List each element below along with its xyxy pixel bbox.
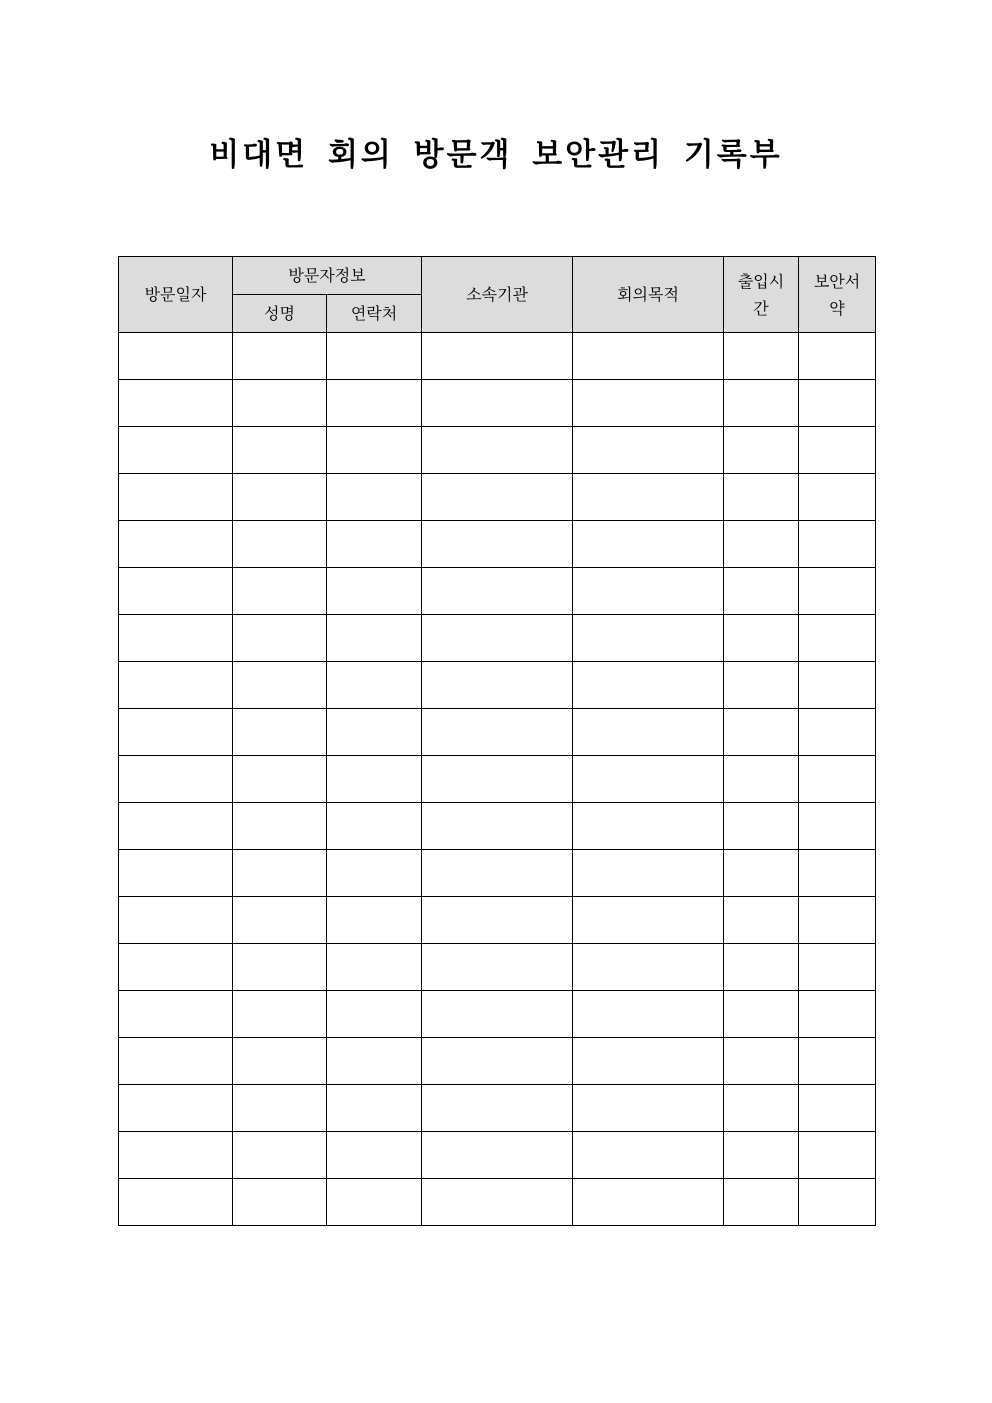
header-contact: 연락처 bbox=[327, 295, 422, 333]
cell-entry-time[interactable] bbox=[724, 380, 799, 427]
cell-affiliation[interactable] bbox=[422, 662, 573, 709]
cell-security-pledge[interactable] bbox=[799, 474, 876, 521]
cell-security-pledge[interactable] bbox=[799, 427, 876, 474]
cell-entry-time[interactable] bbox=[724, 521, 799, 568]
table-row bbox=[119, 1132, 876, 1179]
cell-name[interactable] bbox=[233, 380, 327, 427]
cell-meeting-purpose[interactable] bbox=[573, 474, 724, 521]
cell-entry-time[interactable] bbox=[724, 709, 799, 756]
cell-security-pledge[interactable] bbox=[799, 1085, 876, 1132]
cell-contact[interactable] bbox=[327, 521, 422, 568]
cell-visit-date[interactable] bbox=[119, 1179, 233, 1226]
header-visitor-info: 방문자정보 bbox=[233, 257, 422, 295]
cell-contact[interactable] bbox=[327, 380, 422, 427]
cell-visit-date[interactable] bbox=[119, 850, 233, 897]
cell-visit-date[interactable] bbox=[119, 803, 233, 850]
table-row bbox=[119, 521, 876, 568]
cell-visit-date[interactable] bbox=[119, 568, 233, 615]
cell-security-pledge[interactable] bbox=[799, 944, 876, 991]
cell-name[interactable] bbox=[233, 333, 327, 380]
cell-visit-date[interactable] bbox=[119, 944, 233, 991]
cell-affiliation[interactable] bbox=[422, 1132, 573, 1179]
cell-meeting-purpose[interactable] bbox=[573, 991, 724, 1038]
cell-security-pledge[interactable] bbox=[799, 1132, 876, 1179]
cell-contact[interactable] bbox=[327, 615, 422, 662]
cell-affiliation[interactable] bbox=[422, 521, 573, 568]
cell-entry-time[interactable] bbox=[724, 474, 799, 521]
cell-meeting-purpose[interactable] bbox=[573, 521, 724, 568]
cell-contact[interactable] bbox=[327, 756, 422, 803]
cell-affiliation[interactable] bbox=[422, 944, 573, 991]
cell-affiliation[interactable] bbox=[422, 850, 573, 897]
cell-entry-time[interactable] bbox=[724, 1132, 799, 1179]
table-row bbox=[119, 803, 876, 850]
cell-contact[interactable] bbox=[327, 662, 422, 709]
cell-affiliation[interactable] bbox=[422, 333, 573, 380]
table-row bbox=[119, 427, 876, 474]
cell-name[interactable] bbox=[233, 850, 327, 897]
cell-visit-date[interactable] bbox=[119, 1038, 233, 1085]
cell-name[interactable] bbox=[233, 615, 327, 662]
cell-affiliation[interactable] bbox=[422, 1038, 573, 1085]
table-row bbox=[119, 897, 876, 944]
cell-contact[interactable] bbox=[327, 1179, 422, 1226]
cell-contact[interactable] bbox=[327, 709, 422, 756]
header-name: 성명 bbox=[233, 295, 327, 333]
cell-name[interactable] bbox=[233, 756, 327, 803]
table-row bbox=[119, 568, 876, 615]
cell-affiliation[interactable] bbox=[422, 1179, 573, 1226]
cell-name[interactable] bbox=[233, 803, 327, 850]
cell-contact[interactable] bbox=[327, 1132, 422, 1179]
cell-security-pledge[interactable] bbox=[799, 333, 876, 380]
cell-security-pledge[interactable] bbox=[799, 709, 876, 756]
cell-contact[interactable] bbox=[327, 850, 422, 897]
table-row bbox=[119, 1038, 876, 1085]
cell-security-pledge[interactable] bbox=[799, 615, 876, 662]
cell-security-pledge[interactable] bbox=[799, 662, 876, 709]
cell-visit-date[interactable] bbox=[119, 662, 233, 709]
cell-visit-date[interactable] bbox=[119, 897, 233, 944]
cell-security-pledge[interactable] bbox=[799, 897, 876, 944]
cell-visit-date[interactable] bbox=[119, 1085, 233, 1132]
cell-entry-time[interactable] bbox=[724, 1085, 799, 1132]
table-row bbox=[119, 615, 876, 662]
page-title: 비대면 회의 방문객 보안관리 기록부 bbox=[209, 137, 783, 173]
cell-security-pledge[interactable] bbox=[799, 1179, 876, 1226]
cell-affiliation[interactable] bbox=[422, 709, 573, 756]
table-row bbox=[119, 709, 876, 756]
cell-affiliation[interactable] bbox=[422, 897, 573, 944]
cell-contact[interactable] bbox=[327, 1085, 422, 1132]
cell-meeting-purpose[interactable] bbox=[573, 897, 724, 944]
cell-entry-time[interactable] bbox=[724, 1038, 799, 1085]
cell-affiliation[interactable] bbox=[422, 568, 573, 615]
cell-entry-time[interactable] bbox=[724, 427, 799, 474]
cell-contact[interactable] bbox=[327, 1038, 422, 1085]
header-affiliation: 소속기관 bbox=[422, 257, 573, 333]
cell-security-pledge[interactable] bbox=[799, 803, 876, 850]
cell-affiliation[interactable] bbox=[422, 427, 573, 474]
cell-meeting-purpose[interactable] bbox=[573, 615, 724, 662]
cell-name[interactable] bbox=[233, 427, 327, 474]
cell-affiliation[interactable] bbox=[422, 991, 573, 1038]
cell-contact[interactable] bbox=[327, 803, 422, 850]
cell-entry-time[interactable] bbox=[724, 615, 799, 662]
cell-visit-date[interactable] bbox=[119, 380, 233, 427]
cell-affiliation[interactable] bbox=[422, 615, 573, 662]
cell-meeting-purpose[interactable] bbox=[573, 427, 724, 474]
cell-entry-time[interactable] bbox=[724, 333, 799, 380]
cell-name[interactable] bbox=[233, 1132, 327, 1179]
cell-contact[interactable] bbox=[327, 333, 422, 380]
header-entry-time bbox=[724, 257, 799, 333]
cell-meeting-purpose[interactable] bbox=[573, 1085, 724, 1132]
cell-meeting-purpose[interactable] bbox=[573, 803, 724, 850]
cell-meeting-purpose[interactable] bbox=[573, 1179, 724, 1226]
cell-meeting-purpose[interactable] bbox=[573, 1038, 724, 1085]
cell-name[interactable] bbox=[233, 662, 327, 709]
table-row bbox=[119, 662, 876, 709]
header-security-pledge bbox=[799, 257, 876, 333]
cell-security-pledge[interactable] bbox=[799, 521, 876, 568]
cell-name[interactable] bbox=[233, 1179, 327, 1226]
cell-visit-date[interactable] bbox=[119, 427, 233, 474]
cell-contact[interactable] bbox=[327, 568, 422, 615]
cell-entry-time[interactable] bbox=[724, 756, 799, 803]
cell-name[interactable] bbox=[233, 709, 327, 756]
cell-security-pledge[interactable] bbox=[799, 991, 876, 1038]
cell-visit-date[interactable] bbox=[119, 709, 233, 756]
table-row bbox=[119, 850, 876, 897]
cell-name[interactable] bbox=[233, 521, 327, 568]
table-body bbox=[119, 333, 876, 1226]
cell-visit-date[interactable] bbox=[119, 615, 233, 662]
cell-visit-date[interactable] bbox=[119, 1132, 233, 1179]
table-row bbox=[119, 756, 876, 803]
cell-name[interactable] bbox=[233, 568, 327, 615]
cell-meeting-purpose[interactable] bbox=[573, 662, 724, 709]
cell-name[interactable] bbox=[233, 991, 327, 1038]
cell-security-pledge[interactable] bbox=[799, 1038, 876, 1085]
cell-visit-date[interactable] bbox=[119, 474, 233, 521]
cell-name[interactable] bbox=[233, 474, 327, 521]
cell-entry-time[interactable] bbox=[724, 568, 799, 615]
table-row bbox=[119, 333, 876, 380]
cell-visit-date[interactable] bbox=[119, 521, 233, 568]
visitor-log-table bbox=[118, 256, 876, 1226]
cell-security-pledge[interactable] bbox=[799, 756, 876, 803]
cell-name[interactable] bbox=[233, 944, 327, 991]
cell-entry-time[interactable] bbox=[724, 803, 799, 850]
cell-meeting-purpose[interactable] bbox=[573, 568, 724, 615]
cell-meeting-purpose[interactable] bbox=[573, 709, 724, 756]
cell-contact[interactable] bbox=[327, 474, 422, 521]
cell-visit-date[interactable] bbox=[119, 991, 233, 1038]
cell-security-pledge[interactable] bbox=[799, 850, 876, 897]
cell-entry-time[interactable] bbox=[724, 897, 799, 944]
cell-contact[interactable] bbox=[327, 944, 422, 991]
cell-entry-time[interactable] bbox=[724, 662, 799, 709]
cell-name[interactable] bbox=[233, 1038, 327, 1085]
cell-affiliation[interactable] bbox=[422, 756, 573, 803]
cell-visit-date[interactable] bbox=[119, 333, 233, 380]
cell-meeting-purpose[interactable] bbox=[573, 944, 724, 991]
cell-entry-time[interactable] bbox=[724, 1179, 799, 1226]
cell-name[interactable] bbox=[233, 897, 327, 944]
cell-security-pledge[interactable] bbox=[799, 568, 876, 615]
table-row bbox=[119, 944, 876, 991]
cell-visit-date[interactable] bbox=[119, 756, 233, 803]
cell-entry-time[interactable] bbox=[724, 991, 799, 1038]
cell-contact[interactable] bbox=[327, 427, 422, 474]
cell-affiliation[interactable] bbox=[422, 380, 573, 427]
table-row bbox=[119, 991, 876, 1038]
header-meeting-purpose: 회의목적 bbox=[573, 257, 724, 333]
table-row bbox=[119, 1085, 876, 1132]
table-row bbox=[119, 1179, 876, 1226]
cell-meeting-purpose[interactable] bbox=[573, 756, 724, 803]
cell-security-pledge[interactable] bbox=[799, 380, 876, 427]
cell-entry-time[interactable] bbox=[724, 850, 799, 897]
cell-meeting-purpose[interactable] bbox=[573, 380, 724, 427]
header-entry-time-label: 출입시간 bbox=[737, 271, 785, 318]
cell-meeting-purpose[interactable] bbox=[573, 1132, 724, 1179]
cell-name[interactable] bbox=[233, 1085, 327, 1132]
table-row bbox=[119, 474, 876, 521]
header-security-pledge-label: 보안서약 bbox=[813, 271, 861, 318]
cell-contact[interactable] bbox=[327, 991, 422, 1038]
cell-contact[interactable] bbox=[327, 897, 422, 944]
cell-meeting-purpose[interactable] bbox=[573, 850, 724, 897]
cell-meeting-purpose[interactable] bbox=[573, 333, 724, 380]
cell-affiliation[interactable] bbox=[422, 474, 573, 521]
cell-entry-time[interactable] bbox=[724, 944, 799, 991]
header-visit-date: 방문일자 bbox=[119, 257, 233, 333]
table-row bbox=[119, 380, 876, 427]
cell-affiliation[interactable] bbox=[422, 803, 573, 850]
cell-affiliation[interactable] bbox=[422, 1085, 573, 1132]
